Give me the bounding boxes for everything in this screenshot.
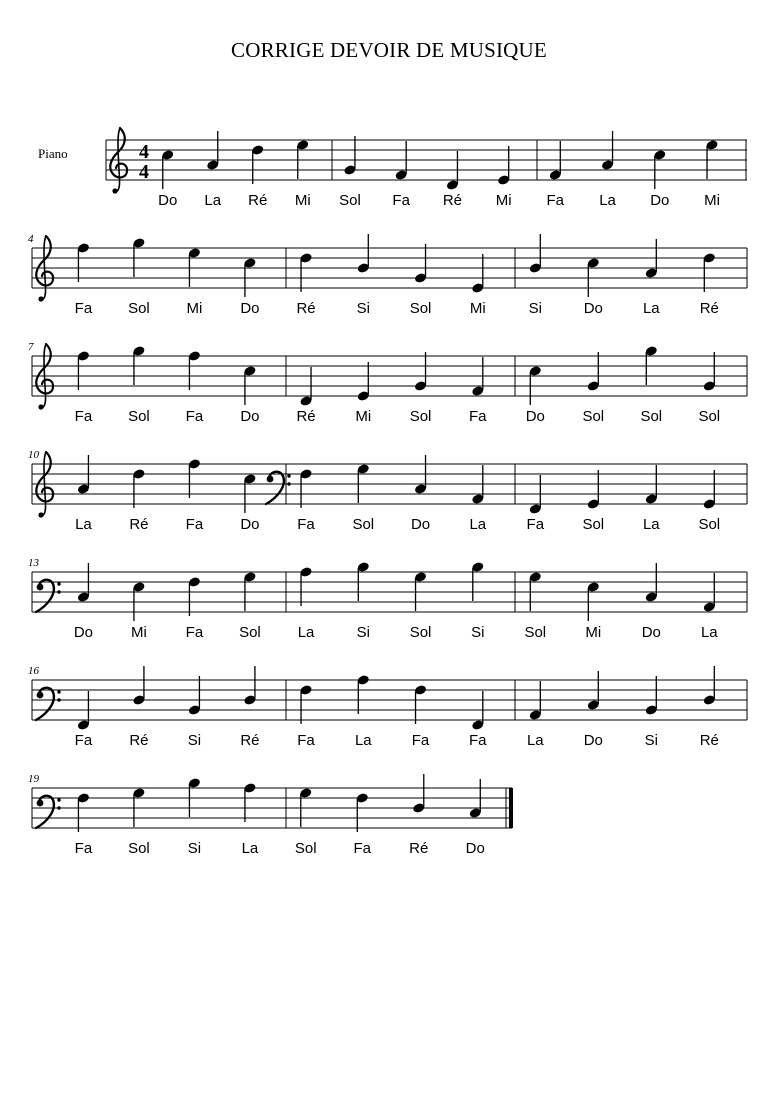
note [703,352,716,392]
note-name-label: Fa [297,732,315,749]
note [188,458,201,498]
note-name-label: Fa [297,516,315,533]
note-name-label: La [526,732,544,749]
note-name-label: Sol [640,408,663,425]
note-name-label: Do [583,732,603,749]
note [243,365,256,405]
note-name-label: Sol [352,516,375,533]
note [132,345,145,385]
note [587,581,600,621]
note-name-label: Do [525,408,545,425]
staff-system [28,341,747,425]
note [343,136,356,176]
note [299,684,312,724]
note [161,149,174,189]
note [132,787,145,827]
note-name-label: La [599,192,616,209]
note [243,257,256,297]
note [703,573,716,613]
note-name-label: Ré [699,300,719,317]
note [188,777,201,817]
treble-clef-icon [36,344,53,410]
note-name-label: Fa [411,732,430,749]
note-name-label: Ré [129,516,149,533]
note [77,242,90,282]
note [705,139,718,179]
note-name-label: Ré [129,732,149,749]
note-name-label: La [241,840,259,857]
note-name-label: Do [410,516,431,533]
note [132,666,145,706]
note-name-label: Fa [74,840,93,857]
note [77,691,90,731]
note [357,463,370,503]
note [587,470,600,510]
note-name-label: Sol [698,516,721,533]
measure-number: 13 [28,557,39,569]
measure-number: 10 [28,449,39,461]
note [251,144,264,184]
note-name-label: Fa [546,192,565,209]
bass-clef-icon [36,796,61,828]
note [645,563,658,603]
treble-clef-icon [36,236,53,302]
staff-system [28,665,747,749]
note-name-label: Ré [409,840,429,857]
note-name-label: Fa [469,408,487,425]
note-name-label: Fa [185,516,204,533]
note-name-label: Fa [392,192,410,209]
staff-system [28,233,747,317]
note [77,455,90,495]
note [471,357,484,397]
note-name-label: Do [73,624,94,641]
note-name-label: Sol [582,516,605,533]
note-name-label: Si [471,624,485,641]
note-name-label: Fa [185,624,204,641]
note [587,257,600,297]
note [356,792,369,832]
note [645,676,658,716]
note-name-label: Sol [128,408,150,425]
note [529,571,542,611]
note-name-label: Mi [469,300,486,317]
note [703,252,716,292]
note [645,239,658,279]
note [471,465,484,505]
note-name-label: Mi [704,192,720,209]
note [357,362,370,402]
note [587,671,600,711]
note [188,576,201,616]
note [703,666,716,706]
note [703,470,716,510]
note-name-label: Sol [239,624,261,641]
note [299,367,312,407]
note-name-label: Sol [294,840,317,857]
note-name-label: Sol [582,408,605,425]
note-name-label: La [204,192,222,209]
note [414,244,427,284]
note-name-label: Fa [74,408,93,425]
staff-system [38,128,747,209]
note [601,131,614,171]
note-name-label: Do [240,300,260,317]
note-name-label: Si [356,624,370,641]
note [132,468,145,508]
note [299,787,312,827]
note-name-label: Mi [585,624,602,641]
note [132,581,145,621]
note-name-label: Fa [353,840,372,857]
note-name-label: Fa [74,732,93,749]
measure-number: 19 [28,773,39,785]
staff-system [28,557,747,641]
note [446,151,459,191]
note-name-label: La [700,624,718,641]
note-name-label: Do [240,516,260,533]
note [645,465,658,505]
note-name-label: Si [187,732,202,749]
instrument-label: Piano [38,146,68,161]
note [77,792,90,832]
note [77,563,90,603]
note-name-label: Do [650,192,670,209]
note [471,691,484,731]
note [243,782,256,822]
note [299,252,312,292]
note-name-label: Sol [409,624,432,641]
bass-clef-icon [36,688,61,720]
note [77,350,90,390]
note [645,345,658,385]
note [132,237,145,277]
note-name-label: Sol [339,192,361,209]
note-name-label: Fa [469,732,487,749]
note [529,475,542,515]
note-name-label: Ré [296,408,316,425]
note-name-label: La [642,516,660,533]
note-name-label: Sol [128,840,150,857]
note-name-label: La [297,624,315,641]
note-name-label: Mi [131,624,147,641]
note [299,566,312,606]
note-name-label: Si [528,300,542,317]
note [414,684,427,724]
note [529,234,542,274]
note [414,571,427,611]
measure-number: 16 [28,665,39,677]
note-name-label: Sol [698,408,721,425]
note-name-label: La [469,516,487,533]
note [357,234,370,274]
note-name-label: La [642,300,660,317]
note [412,774,425,814]
time-signature-numerator: 4 [139,141,149,163]
measure-number: 4 [28,233,34,245]
note-name-label: Ré [240,732,260,749]
note [296,139,309,179]
note-name-label: Sol [128,300,150,317]
note [549,141,562,181]
note [357,674,370,714]
note-name-label: Do [641,624,661,641]
bass-clef-icon [36,580,61,612]
treble-clef-icon [36,452,53,518]
note-name-label: Mi [495,192,512,209]
note-name-label: Ré [699,732,719,749]
time-signature-denominator: 4 [139,161,149,183]
score-title: CORRIGE DEVOIR DE MUSIQUE [231,38,547,62]
note-name-label: Do [583,300,603,317]
note [471,561,484,601]
note-name-label: Si [356,300,370,317]
note-name-label: Si [187,840,202,857]
note-name-label: Si [644,732,658,749]
note [529,365,542,405]
note [469,779,482,819]
staff-system [28,773,513,857]
note-name-label: Fa [526,516,545,533]
note-name-label: Ré [248,192,268,209]
measure-number: 7 [28,341,34,353]
note [299,468,312,508]
note [414,455,427,495]
note-name-label: Mi [355,408,372,425]
note-name-label: Fa [185,408,204,425]
note [414,352,427,392]
note-name-label: Sol [409,300,432,317]
note-name-label: La [75,516,92,533]
note-name-label: Do [465,840,485,857]
note-name-label: Mi [186,300,203,317]
note-name-label: La [354,732,372,749]
note-name-label: Ré [442,192,463,209]
note [243,666,256,706]
note [188,350,201,390]
note [471,254,484,294]
treble-clef-icon [110,128,127,194]
note-name-label: Sol [409,408,432,425]
note [188,676,201,716]
note [394,141,407,181]
note [206,131,219,171]
note [357,561,370,601]
note-name-label: Mi [294,192,311,209]
staff-system [28,449,747,533]
note-name-label: Ré [296,300,316,317]
note [188,247,201,287]
bass-clef-icon [266,472,291,504]
note-name-label: Do [158,192,178,209]
note [587,352,600,392]
note-name-label: Sol [524,624,547,641]
note [529,681,542,721]
note [497,146,510,186]
note [243,571,256,611]
note [243,473,256,513]
note-name-label: Do [240,408,260,425]
note [653,149,666,189]
note-name-label: Fa [74,300,93,317]
final-barline-thick [509,788,513,828]
